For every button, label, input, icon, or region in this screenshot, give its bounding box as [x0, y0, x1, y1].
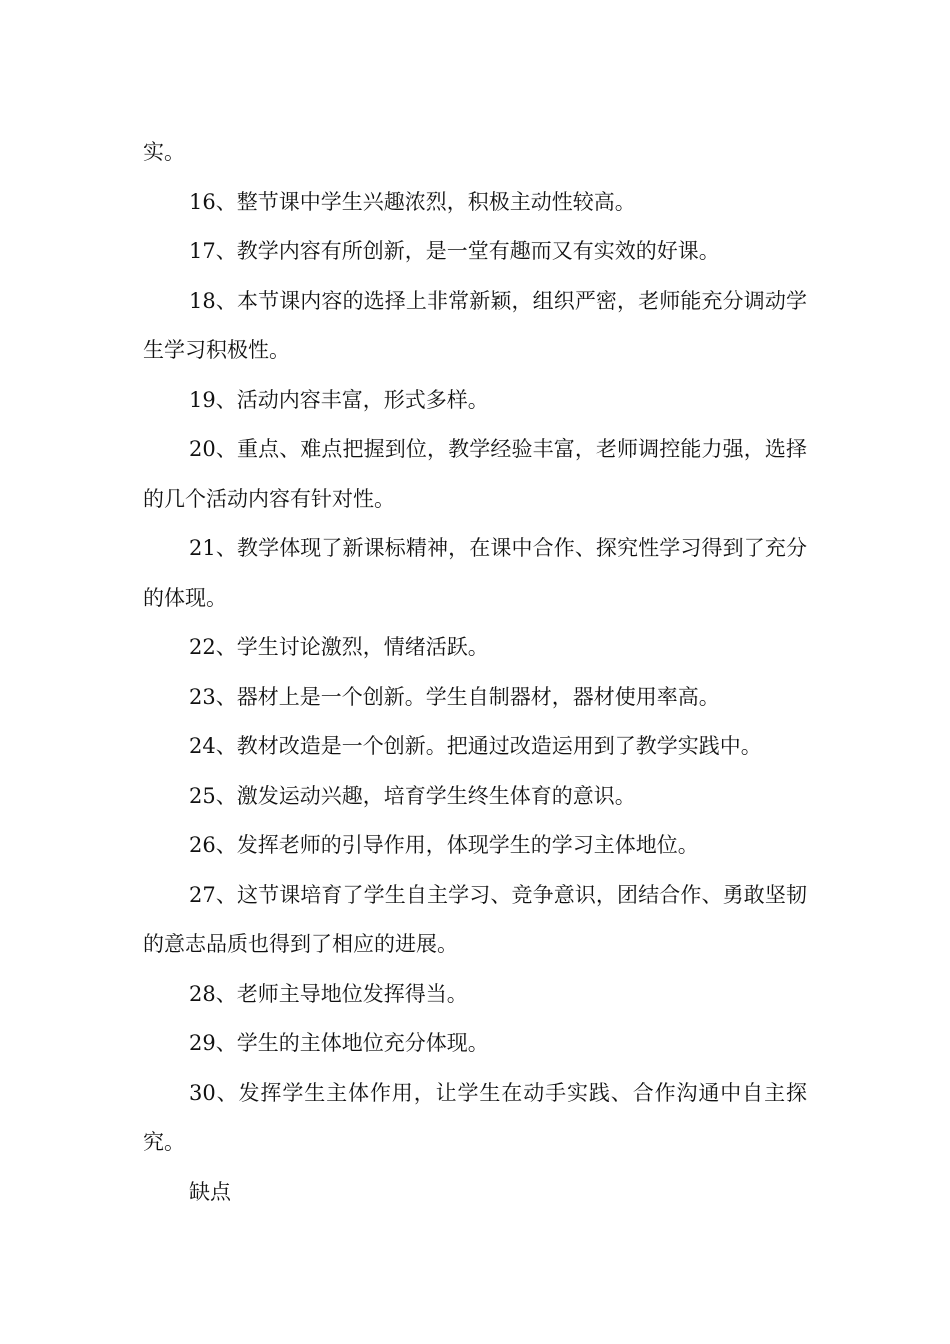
- paragraph-item-20: 20、重点、难点把握到位，教学经验丰富，老师调控能力强，选择的几个活动内容有针对性。: [143, 437, 807, 511]
- paragraph-item-23: 23、器材上是一个创新。学生自制器材，器材使用率高。: [189, 684, 720, 709]
- document-body: [143, 128, 807, 1217]
- paragraph-item-24: 24、教材改造是一个创新。把通过改造运用到了教学实践中。: [189, 734, 762, 758]
- paragraph-item-22: 22、学生讨论激烈，情绪活跃。: [189, 635, 489, 659]
- paragraph-continuation: 实。: [143, 140, 185, 164]
- paragraph-item-30: 30、发挥学生主体作用，让学生在动手实践、合作沟通中自主探究。: [143, 1080, 807, 1154]
- paragraph-item-21: 21、教学体现了新课标精神，在课中合作、探究性学习得到了充分的体现。: [143, 536, 807, 610]
- paragraph-item-26: 26、发挥老师的引导作用，体现学生的学习主体地位。: [189, 833, 699, 857]
- paragraph-item-29: 29、学生的主体地位充分体现。: [189, 1031, 489, 1055]
- paragraph-item-17: 17、教学内容有所创新，是一堂有趣而又有实效的好课。: [189, 239, 720, 263]
- paragraph-item-28: 28、老师主导地位发挥得当。: [189, 981, 468, 1006]
- paragraph-item-25: 25、激发运动兴趣，培育学生终生体育的意识。: [189, 783, 636, 808]
- paragraph-item-16: 16、整节课中学生兴趣浓烈，积极主动性较高。: [189, 189, 636, 214]
- paragraph-item-18: 18、本节课内容的选择上非常新颖，组织严密，老师能充分调动学生学习积极性。: [143, 288, 807, 362]
- paragraph-item-19: 19、活动内容丰富，形式多样。: [189, 387, 489, 412]
- paragraph-item-27: 27、这节课培育了学生自主学习、竞争意识，团结合作、勇敢坚韧的意志品质也得到了相应的进展。: [143, 882, 807, 956]
- section-heading-shortcomings: 缺点: [189, 1179, 231, 1204]
